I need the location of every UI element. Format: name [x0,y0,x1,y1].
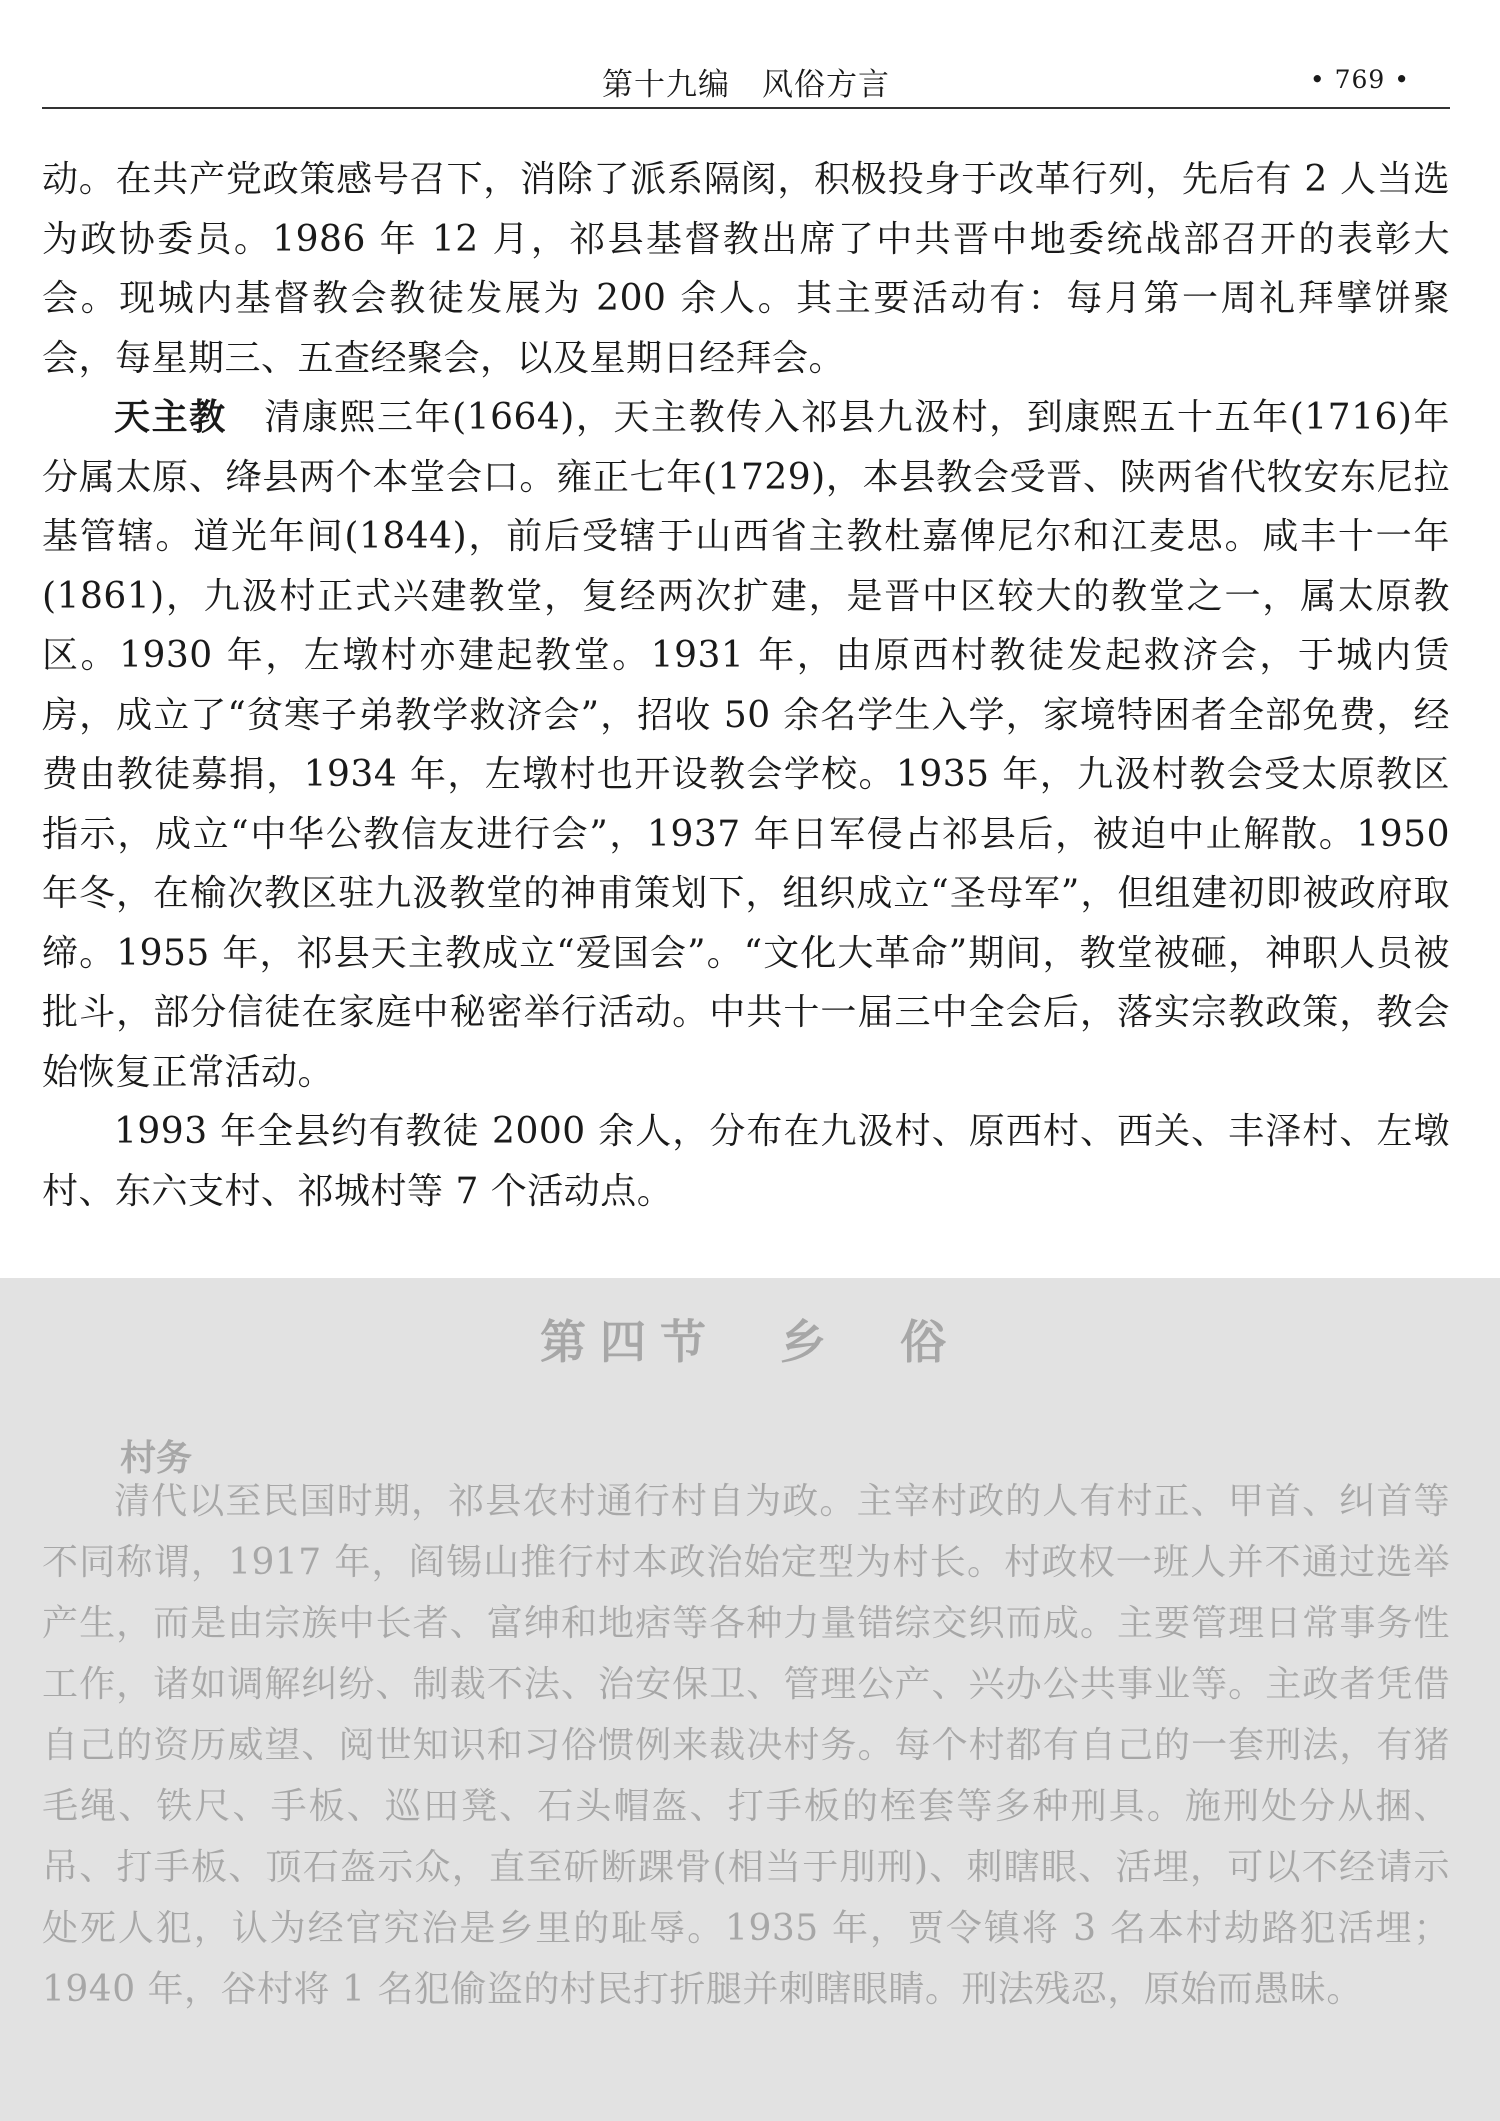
page-number: • 769 • [1309,65,1410,94]
section-body [42,1471,1450,2020]
page-header [42,55,1450,109]
running-title: 第十九编 风俗方言 [602,67,890,103]
subsection-heading: 村务 [120,1437,193,1479]
section-title: 第四节 乡 俗 [540,1315,960,1369]
main-text [42,150,1450,1221]
term-catholic: 天主教 [114,396,227,438]
faded-section [0,1278,1500,2121]
paragraph-catholic-1993: 1993 年全县约有教徒 2000 余人，分布在九汲村、原西村、西关、丰泽村、左墩村、东六支村、祁城村等 7 个活动点。 [42,1111,1450,1212]
paragraph-village-affairs: 清代以至民国时期，祁县农村通行村自为政。主宰村政的人有村正、甲首、纠首等不同称谓，1917 年，阎锡山推行村本政治始定型为村长。村政权一班人并不通过选举产生，而是由宗族中长者、富绅和地痞等各种力量错综交织而成。主要管理日常事务性工作，诸如调解纠纷、制裁不法、治安保卫、管理公产、兴办公共事业等。主政者凭借自己的资历威望、阅世知识和习俗惯例来裁决村务。每个村都有自己的一套刑法，有猪毛绳、铁尺、手板、巡田凳、石头帽盔、打手板的桎套等多种刑具。施刑处分从捆、吊、打手板、顶石盔示众，直至斫断踝骨(相当于刖刑)、刺瞎眼、活埋，可以不经请示处死人犯，认为经官究治是乡里的耻辱。1935 年，贾令镇将 3 名本村劫路犯活埋；1940 年，谷村将 1 名犯偷盗的村民打折腿并刺瞎眼睛。刑法残忍，原始而愚昧。 [42,1481,1450,2010]
paragraph-catholic-text: 清康熙三年(1664)，天主教传入祁县九汲村，到康熙五十五年(1716)年分属太原、绛县两个本堂会口。雍正七年(1729)，本县教会受晋、陕两省代牧安东尼拉基管辖。道光年间(1844)，前后受辖于山西省主教杜嘉俾尼尔和江麦思。咸丰十一年(1861)，九汲村正式兴建教堂，复经两次扩建，是晋中区较大的教堂之一，属太原教区。1930 年，左墩村亦建起教堂。1931 年，由原西村教徒发起救济会，于城内赁房，成立了“贫寒子弟教学救济会”，招收 50 余名学生入学，家境特困者全部免费，经费由教徒募捐，1934 年，左墩村也开设教会学校。1935 年，九汲村教会受太原教区指示，成立“中华公教信友进行会”，1937 年日军侵占祁县后，被迫中止解散。1950 年冬，在榆次教区驻九汲教堂的神甫策划下，组织成立“圣母军”，但组建初即被政府取缔。1955 年，祁县天主教成立“爱国会”。“文化大革命”期间，教堂被砸，神职人员被批斗，部分信徒在家庭中秘密举行活动。中共十一届三中全会后，落实宗教政策，教会始恢复正常活动。 [42,397,1450,1093]
paragraph-protestant-continued: 动。在共产党政策感号召下，消除了派系隔阂，积极投身于改革行列，先后有 2 人当选为政协委员。1986 年 12 月，祁县基督教出席了中共晋中地委统战部召开的表彰大会。现城内基督教会教徒发展为 200 余人。其主要活动有：每月第一周礼拜擘饼聚会，每星期三、五查经聚会，以及星期日经拜会。 [42,159,1450,379]
paragraph-catholic [42,388,1450,1102]
